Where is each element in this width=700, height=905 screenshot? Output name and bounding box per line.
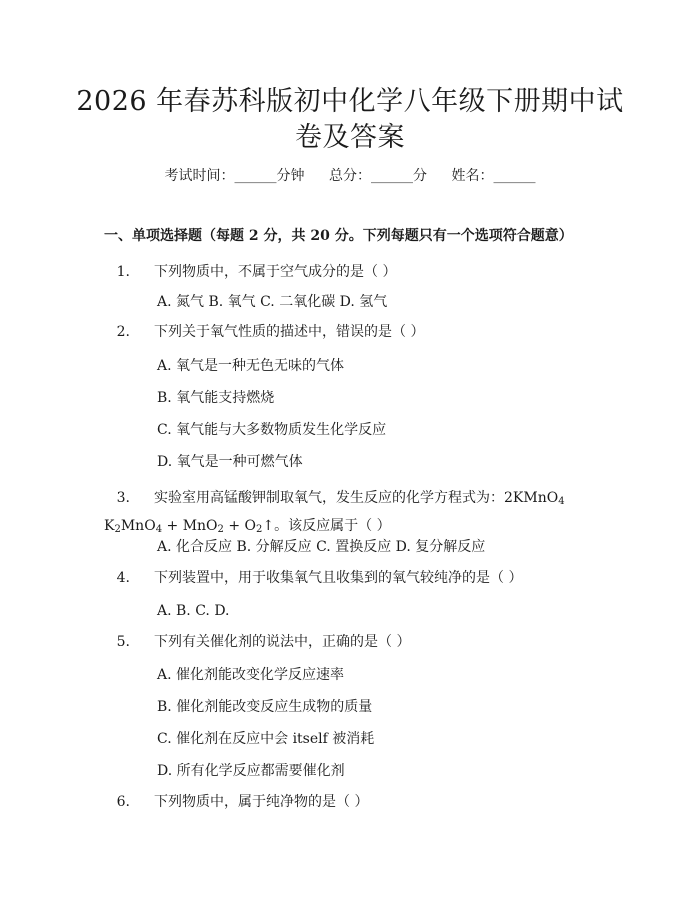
question-3 (104, 486, 624, 542)
question-number: 3. (116, 490, 130, 506)
question-4-options: A. B. C. D. (157, 603, 230, 619)
question-2 (104, 320, 614, 344)
exam-title-line2: 卷及答案 (295, 122, 405, 153)
question-1-options: A. 氮气 B. 氧气 C. 二氧化碳 D. 氢气 (157, 294, 388, 310)
question-text-e: + O (223, 518, 257, 534)
question-number: 2. (116, 324, 130, 340)
name-label: 姓名： (451, 168, 494, 184)
question-number: 5. (116, 634, 130, 650)
subscript: 2 (256, 524, 263, 535)
question-text-c: MnO (120, 518, 156, 534)
question-text: 下列物质中，属于纯净物的是（ ） (154, 794, 369, 810)
question-text-b: K (104, 518, 115, 534)
question-text-d: + MnO (162, 518, 218, 534)
score-label: 总分： (329, 168, 371, 184)
question-number: 6. (116, 794, 130, 810)
question-2-option-d: D. 氧气是一种可燃气体 (157, 454, 303, 470)
question-2-option-b: B. 氧气能支持燃烧 (157, 390, 275, 406)
question-5-option-c: C. 催化剂在反应中会 itself 被消耗 (157, 731, 375, 747)
question-5-option-a: A. 催化剂能改变化学反应速率 (157, 667, 345, 683)
question-3-options: A. 化合反应 B. 分解反应 C. 置换反应 D. 复分解反应 (157, 539, 486, 555)
exam-score (329, 166, 427, 186)
time-unit: 分钟 (276, 168, 305, 184)
question-6 (104, 790, 614, 814)
subscript: 2 (114, 524, 121, 535)
time-label: 考试时间： (164, 168, 235, 184)
question-text: 下列装置中，用于收集氧气且收集到的氧气较纯净的是（ ） (154, 570, 523, 586)
question-5 (104, 630, 614, 654)
time-blank: ______ (234, 168, 277, 184)
question-number: 1. (116, 264, 130, 280)
subscript: 4 (155, 524, 163, 535)
subscript: 2 (217, 524, 224, 535)
question-text: 下列物质中，不属于空气成分的是（ ） (154, 264, 397, 280)
exam-time (165, 166, 305, 186)
question-1 (104, 260, 614, 284)
exam-title-line1: 2026 年春苏科版初中化学八年级下册期中试 (76, 86, 624, 117)
question-4 (104, 566, 614, 590)
question-2-option-a: A. 氧气是一种无色无味的气体 (157, 358, 345, 374)
section-title: 一、单项选择题（每题 2 分，共 20 分。下列每题只有一个选项符合题意） (104, 228, 573, 244)
question-5-option-b: B. 催化剂能改变反应生成物的质量 (157, 699, 373, 715)
question-text-f: ↑。该反应属于（ ） (262, 518, 391, 534)
exam-name (451, 166, 535, 186)
question-text: 下列有关催化剂的说法中，正确的是（ ） (154, 634, 411, 650)
question-text: 下列关于氧气性质的描述中，错误的是（ ） (154, 324, 425, 340)
score-unit: 分 (413, 168, 427, 184)
question-5-option-d: D. 所有化学反应都需要催化剂 (157, 763, 345, 779)
question-number: 4. (116, 570, 130, 586)
name-blank: ______ (493, 168, 536, 184)
subscript: 4 (558, 496, 565, 507)
exam-meta (0, 166, 700, 186)
question-text-a: 实验室用高锰酸钾制取氧气，发生反应的化学方程式为：2KMnO (154, 490, 559, 506)
score-blank: ______ (371, 168, 413, 184)
question-2-option-c: C. 氧气能与大多数物质发生化学反应 (157, 422, 387, 438)
